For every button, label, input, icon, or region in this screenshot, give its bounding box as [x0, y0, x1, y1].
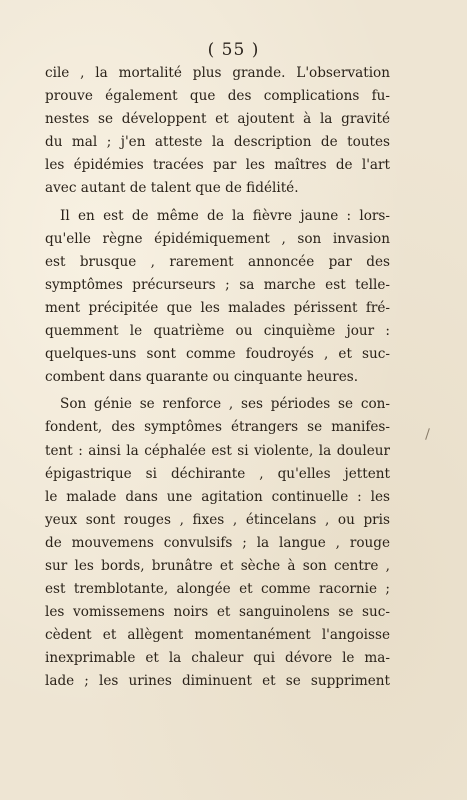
text-line: symptômes précurseurs ; sa marche est telle-: [45, 276, 390, 293]
text-line: sur les bords, brunâtre et sèche à son centre ,: [45, 557, 390, 574]
text-line: combent dans quarante ou cinquante heures.: [45, 369, 359, 386]
text-line: nestes se développent et ajoutent à la gravité: [45, 111, 390, 128]
text-line: qu'elle règne épidémiquement , son invasion: [45, 230, 390, 247]
paragraph-3: [45, 393, 390, 693]
text-line: lade ; les urines diminuent et se suppriment: [45, 673, 390, 690]
paragraph-1: [45, 62, 390, 201]
text-line: fondent, des symptômes étrangers se manifes-: [45, 419, 390, 436]
text-line: de mouvemens convulsifs ; la langue , rouge: [45, 534, 390, 551]
page-number: ( 55 ): [207, 40, 260, 60]
paragraph-2: [45, 205, 390, 390]
text-line: Il en est de même de la fièvre jaune : lors-: [60, 207, 390, 224]
text-line: tent : ainsi la céphalée est si violente, la douleur: [45, 442, 390, 459]
text-line: inexprimable et la chaleur qui dévore le ma-: [45, 650, 390, 667]
text-line: est tremblotante, alongée et comme racornie ;: [45, 581, 390, 598]
text-line: le malade dans une agitation continuelle : les: [45, 488, 390, 505]
text-line: est brusque , rarement annoncée par des: [45, 253, 390, 270]
text-line: les épidémies tracées par les maîtres de l'art: [45, 157, 390, 174]
text-line: yeux sont rouges , fixes , étincelans , ou pris: [45, 511, 390, 528]
stray-ink-mark: [425, 428, 430, 440]
text-line: avec autant de talent que de fidélité.: [45, 180, 299, 197]
text-line: ment précipitée que les malades périssent fré-: [45, 299, 390, 316]
text-line: quelques-uns sont comme foudroyés , et suc-: [45, 346, 390, 363]
text-line: cile , la mortalité plus grande. L'observation: [45, 65, 390, 81]
body-text: [45, 62, 390, 694]
text-line: Son génie se renforce , ses périodes se con-: [60, 396, 390, 413]
text-line: les vomissemens noirs et sanguinolens se suc-: [45, 604, 390, 621]
text-line: épigastrique si déchirante , qu'elles jettent: [45, 465, 390, 482]
text-line: du mal ; j'en atteste la description de toutes: [45, 134, 390, 151]
text-line: cèdent et allègent momentanément l'angoisse: [45, 627, 390, 644]
text-line: quemment le quatrième ou cinquième jour :: [45, 323, 390, 340]
text-line: prouve également que des complications fu-: [45, 88, 390, 105]
